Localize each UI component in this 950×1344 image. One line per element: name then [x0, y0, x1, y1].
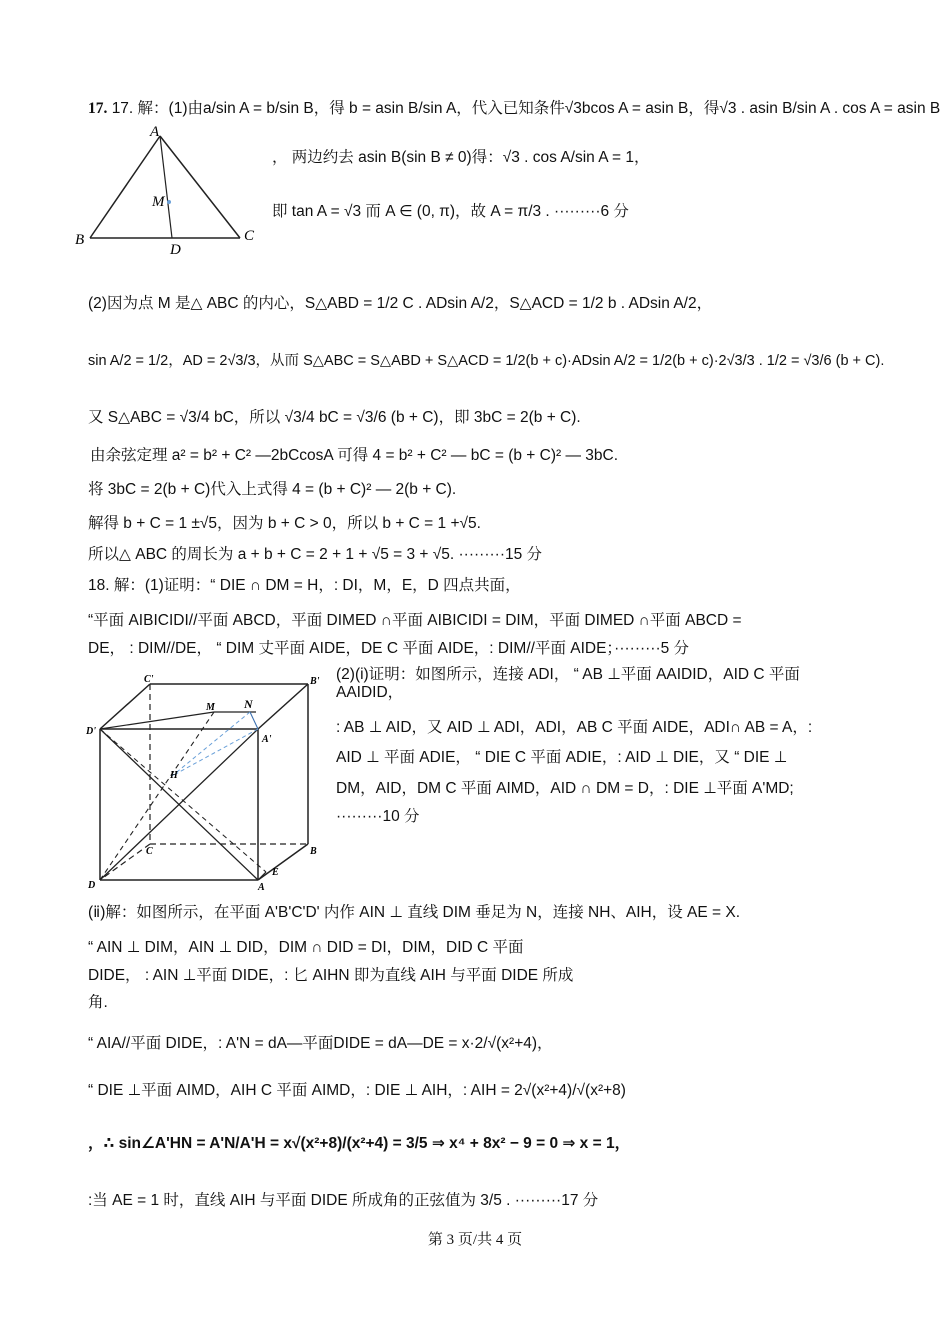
p18-ii-line4: 角.: [88, 994, 108, 1011]
cube-label-M: M: [206, 702, 215, 713]
p17-part2-line3: 又 S△ABC = √3/4 bC，所以 √3/4 bC = √3/6 (b + C)，即 3bC = 2(b + C).: [88, 409, 581, 426]
cube-label-C1: C': [144, 674, 154, 685]
p18-part2-line2: : AB ⊥ AID，又 AID ⊥ ADI，ADI，AB C 平面 AIDE，ADI∩ AB = A，:: [336, 719, 813, 736]
p17-part2-line5: 将 3bC = 2(b + C)代入上式得 4 = (b + C)² — 2(b + C).: [88, 481, 457, 498]
p18-part2-line3: AID ⊥ 平面 ADIE， “ DIE C 平面 ADIE，: AID ⊥ DIE，又 “ DIE ⊥: [336, 749, 788, 766]
p18-line3: DE， : DIM//DE， “ DIM 丈平面 AIDE，DE C 平面 AIDE，: DIM//平面 AIDE；·········5 分: [88, 640, 690, 657]
cube-label-E: E: [272, 867, 279, 878]
label-B: B: [75, 232, 85, 248]
p18-line2: “平面 AIBICIDI//平面 ABCD，平面 DIMED ∩平面 AIBICIDI = DIM，平面 DIMED ∩平面 ABCD =: [88, 612, 742, 629]
p17-prefix: 17.: [88, 100, 108, 117]
triangle-figure: [70, 122, 270, 257]
p18-part2-line5: ·········10 分: [336, 808, 420, 825]
cube-label-H: H: [170, 770, 178, 781]
cube-label-A: A: [258, 882, 265, 892]
p18-ii-line5: “ AIA//平面 DIDE，: A'N = dA—平面DIDE = dA—DE = x·2/√(x²+4)，: [88, 1035, 553, 1052]
p17-part2-line2: sin A/2 = 1/2，AD = 2√3/3，从而 S△ABC = S△ABD + S△ACD = 1/2(b + c)·ADsin A/2 = 1/2(b + c)·2√3/3 . 1/2 = √3/6 (b + C).: [88, 353, 885, 369]
cube-label-N: N: [244, 697, 253, 711]
cube-label-D: D: [88, 880, 96, 891]
p18-ii-line8: :当 AE = 1 时，直线 AIH 与平面 DIDE 所成角的正弦值为 3/5 . ·········17 分: [88, 1192, 599, 1209]
p17-line2: ， 两边约去 asin B(sin B ≠ 0)得：√3 . cos A/sin A = 1，: [272, 149, 650, 166]
p18-ii-line6: “ DIE ⊥平面 AIMD，AIH C 平面 AIMD，: DIE ⊥ AIH，: AIH = 2√(x²+4)/√(x²+8): [88, 1082, 626, 1099]
cube-label-B: B: [310, 846, 317, 857]
cube-label-D1: D': [86, 726, 96, 737]
page-footer: 第 3 页/共 4 页: [427, 1232, 523, 1248]
p18-line1: 18. 解：(1)证明：“ DIE ∩ DM = H，: DI，M，E，D 四点共面，: [88, 577, 521, 594]
p17-part2-line7: 所以△ ABC 的周长为 a + b + C = 2 + 1 + √5 = 3 + √5. ·········15 分: [88, 546, 543, 563]
p17-line1-text: 17. 解：(1)由a/sin A = b/sin B，得 b = asin B/sin A，代入已知条件√3bcos A = asin B，得√3 . asin B/sin A . cos A = asin B: [111, 100, 941, 117]
label-M: M: [152, 194, 165, 210]
cube-figure: [86, 672, 326, 892]
p18-ii-line1: (ⅱ)解：如图所示，在平面 A'B'C'D' 内作 AIN ⊥ 直线 DIM 垂足为 N，连接 NH、AIH，设 AE = X.: [88, 904, 741, 921]
p17-line1: [88, 99, 940, 119]
cube-label-B1: B': [310, 676, 320, 687]
p18-ii-line3: DIDE， : AIN ⊥平面 DIDE，: 匕 AIHN 即为直线 AIH 与平面 DIDE 所成: [88, 967, 574, 984]
cube-label-C: C: [146, 846, 153, 857]
p17-part2-line6: 解得 b + C = 1 ±√5，因为 b + C > 0，所以 b + C = 1 +√5.: [88, 515, 481, 532]
p17-line3: 即 tan A = √3 而 A ∈ (0, π)，故 A = π/3 . ·········6 分: [272, 203, 629, 220]
p18-ii-line2: “ AIN ⊥ DIM，AIN ⊥ DID，DIM ∩ DID = DI，DIM，DID C 平面: [88, 939, 524, 956]
cube-label-A1: A': [262, 734, 272, 745]
label-D: D: [170, 242, 181, 257]
p18-part2-line4: DM，AID，DM C 平面 AIMD，AID ∩ DM = D，: DIE ⊥平面 A'MD;: [336, 780, 794, 797]
p18-ii-line7: ，∴ sin∠A'HN = A'N/A'H = x√(x²+8)/(x²+4) = 3/5 ⇒ x⁴ + 8x² − 9 = 0 ⇒ x = 1，: [88, 1135, 631, 1152]
p17-part2-line4: 由余弦定理 a² = b² + C² —2bCcosA 可得 4 = b² + C² — bC = (b + C)² — 3bC.: [90, 447, 619, 464]
label-C: C: [244, 228, 255, 244]
p17-part2-line1: (2)因为点 M 是△ ABC 的内心，S△ABD = 1/2 C . ADsin A/2，S△ACD = 1/2 b . ADsin A/2，: [88, 295, 713, 312]
label-A: A: [150, 124, 160, 140]
p18-part2-line1: (2)(i)证明：如图所示，连接 ADI， “ AB ⊥平面 AAIDID，AID C 平面: [336, 666, 800, 683]
p18-part2-line1b: AAIDID，: [336, 684, 404, 701]
